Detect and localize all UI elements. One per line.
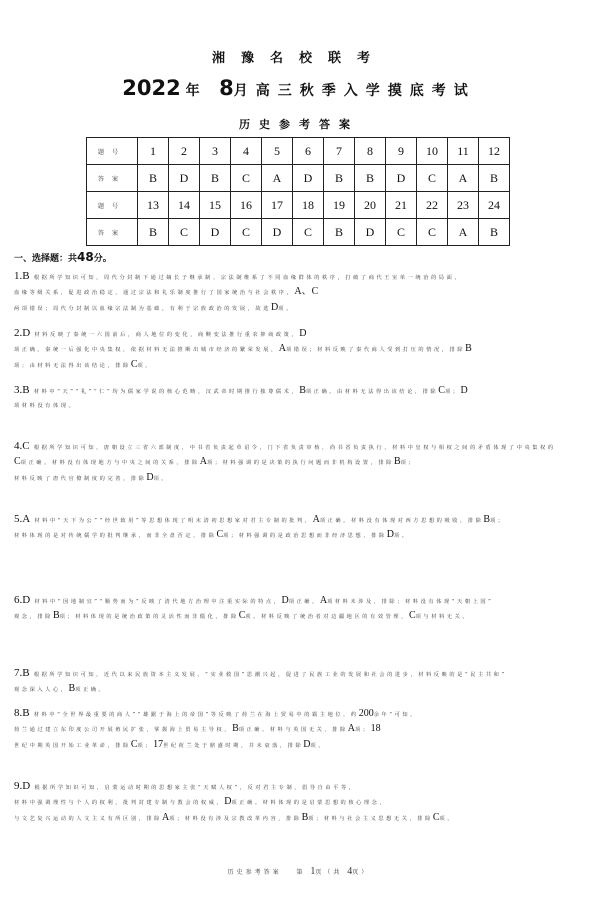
question-answer: C — [22, 440, 30, 452]
explanation-line — [14, 705, 586, 721]
exam-month: 8 — [219, 76, 234, 100]
explanation-line — [14, 681, 586, 697]
explanation-line — [14, 470, 586, 486]
exam-name: 月高三秋季入学摸底考试 — [233, 83, 476, 99]
option-letter: A — [278, 343, 287, 354]
explanation-line — [14, 608, 586, 624]
question-number-cell: 18 — [293, 192, 324, 219]
explanation-line — [14, 737, 586, 753]
section-prefix: 一、选择题：共 — [14, 254, 78, 264]
explanation-text: 项。 — [278, 306, 294, 312]
explanation-line — [14, 382, 586, 398]
question-answer: A — [22, 513, 31, 525]
explanation-line — [14, 268, 586, 284]
explanation-text: 材料体现的是对传统儒学的批判继承，而非全盘否定，排除 — [14, 533, 217, 539]
question-number: 2. — [14, 327, 23, 339]
question-number-row — [87, 138, 510, 165]
question-number-cell: 15 — [200, 192, 231, 219]
exam-year-char: 年 — [185, 83, 200, 99]
question-number: 3. — [14, 384, 23, 396]
question-answer: D — [22, 327, 31, 339]
explanation-text: “全世界最重要的商人” — [57, 712, 138, 718]
option-letter: C — [408, 610, 416, 621]
explanation-text: 材料中 — [34, 518, 58, 524]
option-letter: A — [199, 456, 208, 467]
explanation-text: “雄踞于海上的帝国” — [137, 712, 211, 718]
question-number: 8. — [14, 707, 23, 719]
explanation-text: 项正确。材料与英国无关，排除 — [238, 727, 348, 733]
explanation-text: 思潮兴起，促进了民族工业的发展和社会的进步， — [246, 672, 419, 678]
explanation-line — [14, 357, 586, 373]
organization-title: 湘豫名校联考 — [211, 51, 386, 66]
question-answer: B — [22, 667, 30, 679]
explanation-text: 观念，排除 — [14, 614, 53, 620]
option-letter: D — [303, 739, 311, 750]
explanation-text: 材料反映了秦代商人受到打压的情况，排除 — [317, 347, 466, 353]
footer-total-suffix: 页） — [352, 869, 371, 876]
answer-cell: B — [324, 219, 355, 246]
option-letter: C — [130, 739, 138, 750]
explanation-text: 血缘等级关系，促进政治稳定，通过宗法和礼乐制度推行了国家统治与社会秩序， — [14, 290, 295, 296]
option-letter: B — [393, 456, 401, 467]
question-explanation — [14, 665, 586, 697]
section-suffix: 分。 — [93, 254, 112, 264]
option-letter: B — [232, 723, 239, 734]
question-number-cell: 4 — [231, 138, 262, 165]
explanation-text: 材料中强调理性与个人的权利，批判封建专制与教会的权威， — [14, 800, 225, 806]
explanation-text: “民主共和” — [464, 672, 507, 678]
explanation-line — [14, 300, 586, 316]
answer-cell: D — [200, 219, 231, 246]
question-answer: B — [22, 384, 30, 396]
explanation-text: 项。 — [393, 533, 410, 539]
question-number-cell: 24 — [479, 192, 510, 219]
answer-cell: A — [448, 219, 479, 246]
section-points: 48 — [77, 250, 94, 264]
explanation-text: “天”“礼”“仁” — [57, 389, 113, 395]
answer-cell: D — [355, 219, 386, 246]
explanation-text: 项正确。 — [288, 599, 320, 605]
explanation-text: 反映了清代地方治理中注重实际的特点， — [141, 599, 282, 605]
question-answer: B — [22, 707, 30, 719]
explanation-text: 项错误； — [286, 347, 318, 353]
option-letter: C — [14, 456, 21, 467]
row-label-question: 题号 — [87, 138, 138, 165]
option-letter: B — [483, 514, 491, 525]
option-letter: A — [312, 514, 320, 525]
explanation-text: “经世致用” — [99, 518, 142, 524]
explanation-text: 项材料没有体现。 — [14, 403, 77, 409]
explanation-text: 观念深入人心， — [14, 687, 69, 693]
explanation-text: 排除 — [371, 533, 387, 539]
question-explanation — [14, 268, 586, 316]
question-explanation — [14, 382, 586, 414]
explanation-text: 项；材料强调的是决策的执行问题而非机构设置，排除 — [207, 460, 394, 466]
question-number-cell: 5 — [262, 138, 293, 165]
answer-cell: C — [386, 219, 417, 246]
question-number-cell: 21 — [386, 192, 417, 219]
explanation-text: 均为儒家学说的核心范畴，汉武帝时期推行独尊儒术， — [112, 389, 300, 395]
option-letter: B — [68, 683, 76, 694]
option-letter: A、C — [294, 286, 319, 297]
exam-year: 2022 — [122, 76, 181, 100]
option-letter: B — [52, 610, 60, 621]
question-number-cell: 16 — [231, 192, 262, 219]
question-number-cell: 22 — [417, 192, 448, 219]
question-answer: B — [22, 270, 30, 282]
answer-cell: D — [262, 219, 293, 246]
explanation-text: “顺势而为” — [99, 599, 142, 605]
option-letter: B — [299, 385, 306, 396]
question-explanation — [14, 705, 586, 753]
option-letter: D — [224, 796, 232, 807]
explanation-line — [14, 325, 586, 341]
explanation-line — [14, 778, 586, 794]
option-letter: D — [460, 385, 468, 396]
option-letter: D — [271, 302, 279, 313]
answer-row — [87, 165, 510, 192]
answer-cell: B — [479, 219, 510, 246]
explanation-text: “天朝上国” — [451, 599, 494, 605]
explanation-text: 两项错误；周代分封制以血缘宗法制为基础，有利于宗族政治的发展，故选 — [14, 306, 271, 312]
option-letter: D — [299, 328, 307, 339]
question-explanation — [14, 778, 586, 826]
explanation-text: 项； — [308, 816, 324, 822]
footer-total-pages: 4 — [347, 866, 353, 877]
question-number-cell: 9 — [386, 138, 417, 165]
option-letter: C — [238, 610, 246, 621]
explanation-text: “天下为公” — [57, 518, 100, 524]
explanation-text: 项。 — [153, 476, 170, 482]
explanation-text: 项与材料无关。 — [415, 614, 471, 620]
answer-cell: D — [386, 165, 417, 192]
explanation-text: 项； — [137, 743, 154, 749]
explanation-text: 项； — [355, 727, 371, 733]
option-letter: C — [216, 529, 224, 540]
answer-cell: C — [417, 219, 448, 246]
explanation-text: 项；由材料无法得出该结论，排除 — [14, 363, 131, 369]
explanation-text: 荷兰通过建立东印度公司开展殖民扩张，掌握海上贸易主导权， — [14, 727, 233, 733]
question-number-cell: 20 — [355, 192, 386, 219]
question-number-cell: 2 — [169, 138, 200, 165]
question-explanation — [14, 325, 586, 373]
explanation-text: 项正确。 — [20, 460, 52, 466]
explanation-line — [14, 398, 586, 414]
option-letter: 200 — [358, 708, 374, 719]
explanation-line — [14, 721, 586, 737]
question-number: 5. — [14, 513, 23, 525]
option-letter: 18 — [370, 723, 381, 734]
answer-cell: A — [448, 165, 479, 192]
explanation-text: “天赋人权” — [198, 785, 240, 791]
option-letter: C — [432, 812, 440, 823]
question-answer: D — [22, 780, 31, 792]
answer-cell: B — [138, 219, 169, 246]
question-explanation — [14, 438, 586, 486]
answer-cell: A — [262, 165, 293, 192]
footer-label: 历史参考答案 — [227, 869, 282, 876]
explanation-text: 项材料未涉及，排除； — [327, 599, 405, 605]
row-label-question: 题号 — [87, 192, 138, 219]
section-heading — [14, 250, 112, 264]
explanation-text: 项；材料没有涉及宗教改革内容，排除 — [169, 816, 302, 822]
explanation-text: 项。 — [137, 363, 154, 369]
question-number: 9. — [14, 780, 23, 792]
option-letter: D — [281, 595, 289, 606]
question-number: 1. — [14, 270, 23, 282]
explanation-text: 项；材料强调的是政治思想而非经济思想， — [223, 533, 372, 539]
question-number-cell: 12 — [479, 138, 510, 165]
question-number: 4. — [14, 440, 23, 452]
explanation-text: 材料没有体现地方与中央之间的关系，排除 — [51, 460, 200, 466]
answer-cell: B — [200, 165, 231, 192]
explanation-text: 材料中 — [33, 389, 58, 395]
explanation-text: 项正确。由材料无法得出该结论，排除 — [305, 389, 439, 395]
question-number: 6. — [14, 594, 23, 606]
explanation-text: 材料反映的是 — [418, 672, 465, 678]
explanation-text: 余年 — [373, 712, 390, 718]
explanation-text: “因地制宜” — [57, 599, 100, 605]
option-letter: B — [301, 812, 309, 823]
question-explanation — [14, 592, 586, 624]
question-number-cell: 19 — [324, 192, 355, 219]
explanation-text: 材料中 — [33, 712, 58, 718]
explanation-text: 材料反映了统治者对边疆地区的有效管理， — [261, 614, 409, 620]
question-number: 7. — [14, 667, 23, 679]
explanation-text: 等反映了荷兰在海上贸易中的霸主地位，约 — [210, 712, 359, 718]
question-explanation — [14, 511, 586, 543]
explanation-text: 等思想体现了明末清初思想家对君主专制的批判， — [141, 518, 313, 524]
explanation-text: 项正确。材料体现的是启蒙思想的核心理念， — [231, 800, 388, 806]
answer-row — [87, 219, 510, 246]
explanation-text: 项。 — [439, 816, 456, 822]
question-answer: D — [22, 594, 31, 606]
page-footer — [0, 866, 598, 877]
question-number-cell: 14 — [169, 192, 200, 219]
explanation-line — [14, 810, 586, 826]
answer-cell: B — [138, 165, 169, 192]
question-number-cell: 3 — [200, 138, 231, 165]
explanation-text: “可知， — [389, 712, 418, 718]
explanation-text: 项正确。 — [75, 687, 107, 693]
option-letter: B — [465, 343, 472, 354]
explanation-text: 排除 — [287, 743, 304, 749]
question-number-cell: 1 — [138, 138, 169, 165]
explanation-text: 项； — [490, 518, 506, 524]
explanation-text: 项；材料体现的是统治政策的灵活性而非僵化，排除 — [59, 614, 239, 620]
question-number-cell: 11 — [448, 138, 479, 165]
question-number-row — [87, 192, 510, 219]
explanation-line — [14, 511, 586, 527]
explanation-text: 材料与社会主义思想无关，排除 — [323, 816, 433, 822]
explanation-line — [14, 665, 586, 681]
explanation-text: 根据所学知识可知，启蒙运动时期的思想家主张 — [34, 785, 198, 791]
answer-cell: B — [479, 165, 510, 192]
row-label-answer: 答案 — [87, 165, 138, 192]
explanation-line — [14, 592, 586, 608]
explanation-text: 根据所学知识可知，周代分封制下通过嫡长子继承制、宗法制维系了不同血缘群体的秩序，打破了商代王室单一统治的局面， — [33, 275, 463, 281]
option-letter: A — [319, 595, 328, 606]
explanation-text: 材料反映了秦统一六国前后，商人地位的变化，商鞅变法推行重农抑商政策， — [34, 332, 300, 338]
answer-cell: C — [169, 219, 200, 246]
footer-page-number: 1 — [310, 866, 316, 877]
question-number-cell: 6 — [293, 138, 324, 165]
explanation-text: 项； — [400, 460, 417, 466]
answer-cell: C — [417, 165, 448, 192]
answer-cell: C — [231, 219, 262, 246]
document-subtitle: 历史参考答案 — [239, 118, 359, 131]
answer-cell: B — [355, 165, 386, 192]
question-number-cell: 7 — [324, 138, 355, 165]
answer-cell: C — [293, 219, 324, 246]
question-number-cell: 23 — [448, 192, 479, 219]
explanation-text: “实业救国” — [205, 672, 247, 678]
explanation-text: 项。 — [245, 614, 261, 620]
explanation-text: 世纪中期英国开始工业革命，排除 — [14, 743, 131, 749]
option-letter: C — [130, 359, 138, 370]
option-letter: C — [438, 385, 445, 396]
row-label-answer: 答案 — [87, 219, 138, 246]
explanation-text: 根据所学知识可知，唐朝设立三省六部制度，中书省负责起草诏令，门下省负责审核，尚书省负责执行，材料中皇权与相权之间的矛盾体现了中央集权的 — [33, 445, 556, 451]
explanation-line — [14, 284, 586, 300]
footer-page-prefix: 第 — [296, 869, 306, 876]
footer-total-prefix: 页（共 — [315, 869, 343, 876]
exam-title — [0, 76, 598, 100]
explanation-text: 项正确。材料没有体现对西方思想的吸收，排除 — [319, 518, 484, 524]
option-letter: 17 — [153, 739, 164, 750]
question-number-cell: 8 — [355, 138, 386, 165]
explanation-text: 材料没有体现 — [405, 599, 452, 605]
explanation-text: 项。 — [310, 743, 327, 749]
option-letter: D — [146, 472, 154, 483]
option-letter: A — [161, 812, 170, 823]
explanation-text: 材料中 — [34, 599, 58, 605]
explanation-text: 与文艺复兴运动的人文主义有所区别，排除 — [14, 816, 162, 822]
option-letter: D — [386, 529, 394, 540]
explanation-line — [14, 438, 586, 454]
explanation-line — [14, 527, 586, 543]
answer-cell: B — [324, 165, 355, 192]
explanation-text: 材料反映了唐代官僚制度的完善，排除 — [14, 476, 147, 482]
explanation-text: 项； — [444, 389, 461, 395]
option-letter: A — [347, 723, 355, 734]
question-number-cell: 17 — [262, 192, 293, 219]
explanation-line — [14, 454, 586, 470]
explanation-text: 世纪荷兰处于鼎盛时期，并未衰落， — [163, 743, 288, 749]
explanation-line — [14, 341, 586, 357]
explanation-text: ，反对君主专制，倡导自由平等， — [239, 785, 357, 791]
explanation-text: 项正确。秦统一后强化中央集权，依据材料无法推断出城市经济的繁荣发展， — [14, 347, 279, 353]
question-number-cell: 13 — [138, 192, 169, 219]
answer-cell: C — [231, 165, 262, 192]
question-number-cell: 10 — [417, 138, 448, 165]
answer-cell: D — [293, 165, 324, 192]
answer-table — [86, 137, 510, 246]
explanation-line — [14, 794, 586, 810]
answer-cell: D — [169, 165, 200, 192]
explanation-text: 根据所学知识可知，近代以来民族资本主义发展， — [33, 672, 206, 678]
